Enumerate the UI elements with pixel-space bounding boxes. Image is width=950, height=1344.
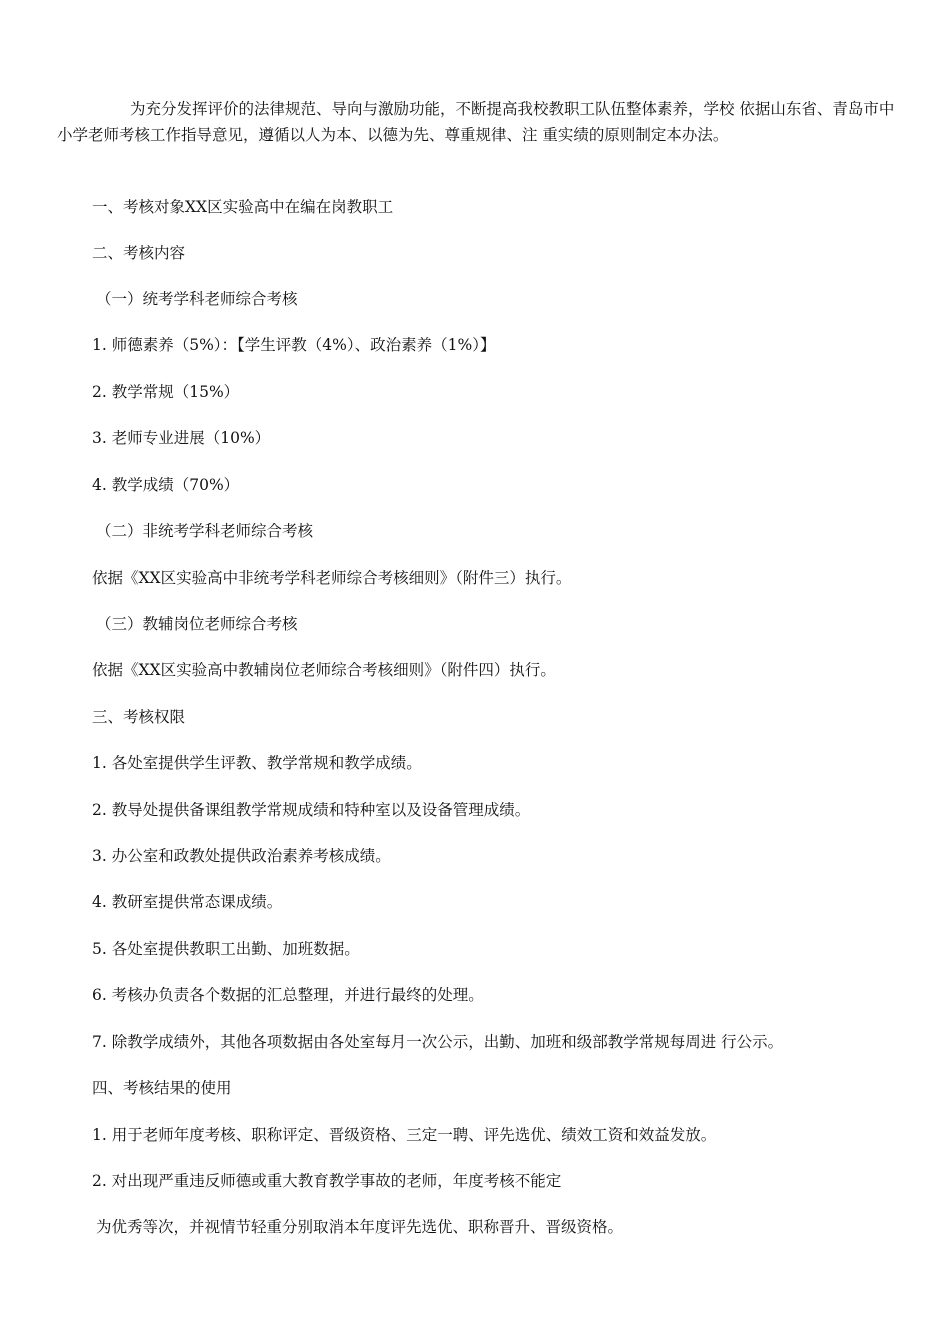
list-item: 3. 办公室和政教处提供政治素养考核成绩。	[92, 847, 391, 865]
list-item: 1. 各处室提供学生评教、教学常规和教学成绩。	[92, 754, 422, 772]
subsection-1-heading: （一）统考学科老师综合考核	[96, 290, 298, 308]
intro-paragraph: 为充分发挥评价的法律规范、导向与激励功能，不断提高我校教职工队伍整体素养，学校 依据山东省、青岛市中小学老师考核工作指导意见，遵循以人为本、以德为先、尊重规律、注 重实绩的原则制定本办法。	[57, 100, 895, 144]
list-item: 4. 教研室提供常态课成绩。	[92, 893, 283, 911]
list-item: 1. 师德素养（5%）：【学生评教（4%）、政治素养（1%）】	[92, 336, 496, 354]
section-4-heading: 四、考核结果的使用	[92, 1079, 232, 1097]
section-2-heading: 二、考核内容	[92, 244, 186, 262]
subsection-3-heading: （三）教辅岗位老师综合考核	[96, 615, 298, 633]
list-item: 2. 对出现严重违反师德或重大教育教学事故的老师，年度考核不能定	[92, 1172, 562, 1190]
list-item: 2. 教导处提供备课组教学常规成绩和特种室以及设备管理成绩。	[92, 801, 531, 819]
list-item: 2. 教学常规（15%）	[92, 383, 240, 401]
section-3-heading: 三、考核权限	[92, 708, 186, 726]
list-item: 7. 除教学成绩外，其他各项数据由各处室每月一次公示，出勤、加班和级部教学常规每周进 行公示。	[92, 1033, 784, 1051]
list-item: 4. 教学成绩（70%）	[92, 476, 240, 494]
section-1-heading: 一、考核对象XX区实验高中在编在岗教职工	[92, 198, 394, 216]
paragraph-line: 依据《XX区实验高中非统考学科老师综合考核细则》（附件三）执行。	[92, 569, 572, 587]
paragraph-line: 为优秀等次，并视情节轻重分别取消本年度评先选优、职称晋升、晋级资格。	[96, 1218, 624, 1236]
paragraph-line: 依据《XX区实验高中教辅岗位老师综合考核细则》（附件四）执行。	[92, 661, 556, 679]
list-item: 6. 考核办负责各个数据的汇总整理，并进行最终的处理。	[92, 986, 484, 1004]
list-item: 3. 老师专业进展（10%）	[92, 429, 271, 447]
subsection-2-heading: （二）非统考学科老师综合考核	[96, 522, 314, 540]
list-item: 1. 用于老师年度考核、职称评定、晋级资格、三定一聘、评先选优、绩效工资和效益发放。	[92, 1126, 717, 1144]
list-item: 5. 各处室提供教职工出勤、加班数据。	[92, 940, 360, 958]
